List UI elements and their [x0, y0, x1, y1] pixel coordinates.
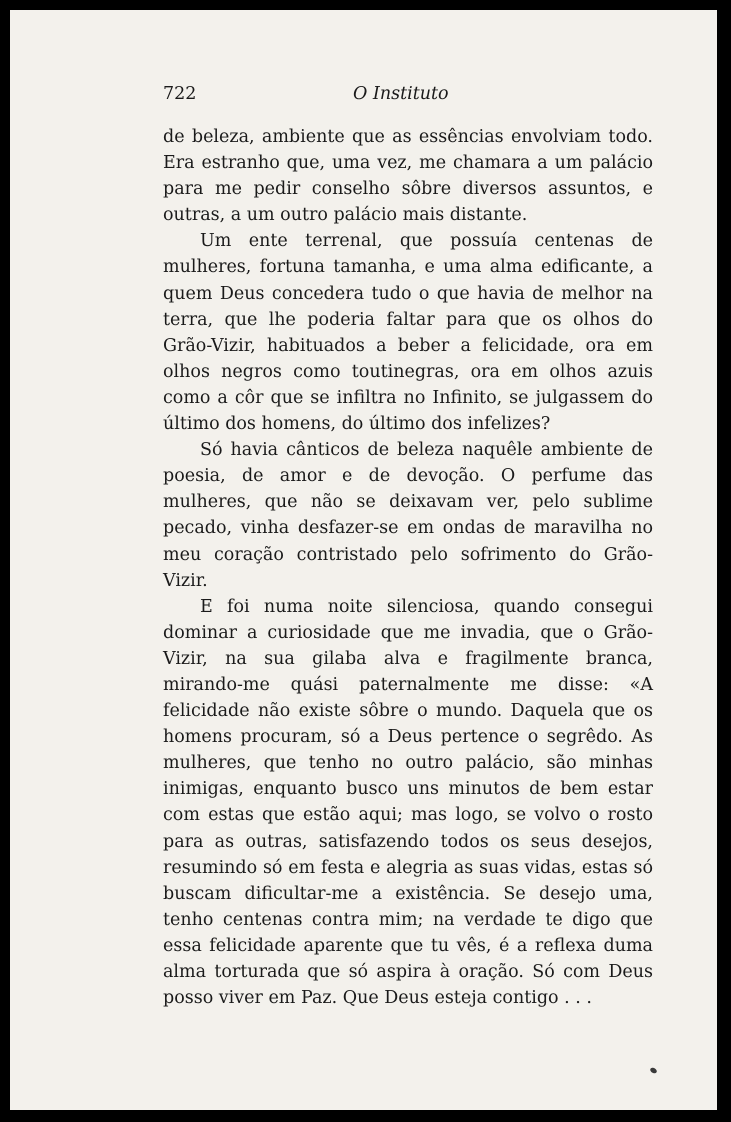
body-text [163, 124, 653, 1011]
paragraph: Só havia cânticos de beleza naquêle ambiente de poesia, de amor e de devoção. O perfume das mulheres, que não se deixavam ver, pelo sublime pecado, vinha desfazer-se em ondas de maravilha no meu coração contristado pelo sofrimento do Grão-Vizir. [163, 440, 653, 591]
scan-speck [649, 1067, 658, 1075]
book-page [10, 10, 717, 1110]
paragraph-continued: de beleza, ambiente que as essências envolviam todo. Era estranho que, uma vez, me chamara a um palácio para me pedir conselho sôbre diversos assuntos, e outras, a um outro palácio mais distante. [163, 127, 653, 226]
journal-title: O Instituto [353, 84, 449, 104]
page-number: 722 [163, 84, 197, 104]
running-head [163, 82, 651, 106]
paragraph: E foi numa noite silenciosa, quando consegui dominar a curiosidade que me invadia, que o Grão-Vizir, na sua gilaba alva e fragilmente branca, mirando-me quási paternalmente me disse: «A felicidade não existe sôbre o mundo. Daquela que os homens procuram, só a Deus pertence o segrêdo. As mulheres, que tenho no outro palácio, são minhas inimigas, enquanto busco uns minutos de bem estar com estas que estão aqui; mas logo, se volvo o rosto para as outras, satisfazendo todos os seus desejos, resumindo só em festa e alegria as suas vidas, estas só buscam dificultar-me a existência. Se desejo uma, tenho centenas contra mim; na verdade te digo que essa felicidade aparente que tu vês, é a reflexa duma alma torturada que só aspira à oração. Só com Deus posso viver em Paz. Que Deus esteja contigo . . . [163, 596, 653, 1009]
paragraph: Um ente terrenal, que possuía centenas de mulheres, fortuna tamanha, e uma alma edificante, a quem Deus concedera tudo o que havia de melhor na terra, que lhe poderia faltar para que os olhos do Grão-Vizir, habituados a beber a felicidade, ora em olhos negros como toutinegras, ora em olhos azuis como a côr que se infiltra no Infinito, se julgassem do último dos homens, do último dos infelizes? [163, 231, 653, 435]
